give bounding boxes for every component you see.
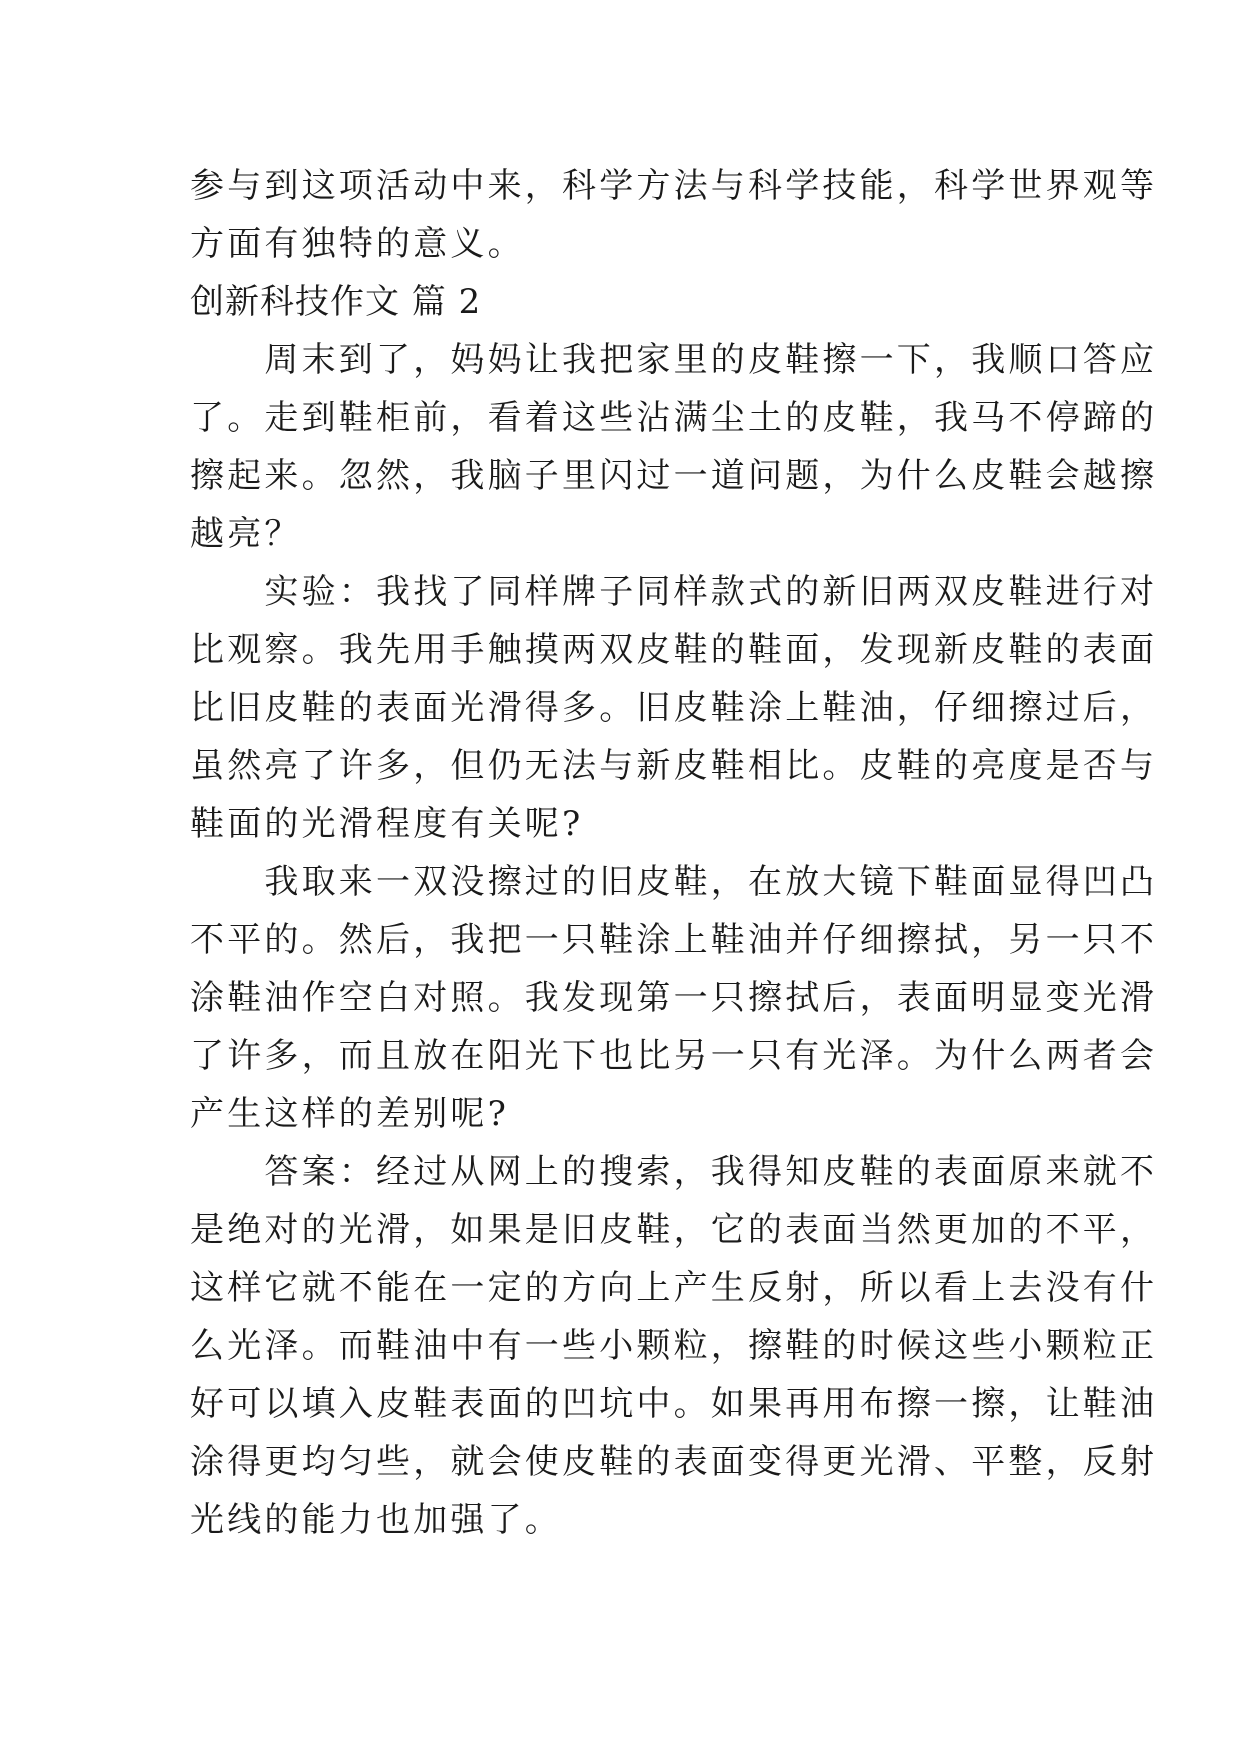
text-line: 了许多，而且放在阳光下也比另一只有光泽。为什么两者会: [190, 1036, 1158, 1076]
section-heading: 创新科技作文 篇 2: [190, 282, 482, 322]
text-line: 产生这样的差别呢?: [190, 1094, 510, 1134]
text-line: 我取来一双没擦过的旧皮鞋，在放大镜下鞋面显得凹凸: [190, 862, 1158, 902]
text-line: 答案：经过从网上的搜索，我得知皮鞋的表面原来就不: [190, 1152, 1158, 1192]
text-line: 比旧皮鞋的表面光滑得多。旧皮鞋涂上鞋油，仔细擦过后，: [190, 688, 1158, 728]
text-line: 鞋面的光滑程度有关呢?: [190, 804, 584, 844]
text-line: 周末到了，妈妈让我把家里的皮鞋擦一下，我顺口答应: [190, 340, 1158, 380]
text-line: 涂得更均匀些，就会使皮鞋的表面变得更光滑、平整，反射: [190, 1442, 1158, 1482]
text-line: 涂鞋油作空白对照。我发现第一只擦拭后，表面明显变光滑: [190, 978, 1158, 1018]
text-line: 么光泽。而鞋油中有一些小颗粒，擦鞋的时候这些小颗粒正: [190, 1326, 1158, 1366]
text-line: 比观察。我先用手触摸两双皮鞋的鞋面，发现新皮鞋的表面: [190, 630, 1158, 670]
text-line: 虽然亮了许多，但仍无法与新皮鞋相比。皮鞋的亮度是否与: [190, 746, 1158, 786]
text-line: 参与到这项活动中来，科学方法与科学技能，科学世界观等: [190, 166, 1158, 206]
text-line: 了。走到鞋柜前，看着这些沾满尘土的皮鞋，我马不停蹄的: [190, 398, 1158, 438]
text-line: 是绝对的光滑，如果是旧皮鞋，它的表面当然更加的不平，: [190, 1210, 1158, 1250]
text-line: 好可以填入皮鞋表面的凹坑中。如果再用布擦一擦，让鞋油: [190, 1384, 1158, 1424]
text-line: 光线的能力也加强了。: [190, 1500, 562, 1540]
text-line: 擦起来。忽然，我脑子里闪过一道问题，为什么皮鞋会越擦: [190, 456, 1158, 496]
text-line: 这样它就不能在一定的方向上产生反射，所以看上去没有什: [190, 1268, 1158, 1308]
text-line: 不平的。然后，我把一只鞋涂上鞋油并仔细擦拭，另一只不: [190, 920, 1158, 960]
text-line: 越亮？: [190, 514, 302, 554]
text-line: 实验：我找了同样牌子同样款式的新旧两双皮鞋进行对: [190, 572, 1158, 612]
text-line: 方面有独特的意义。: [190, 224, 525, 264]
